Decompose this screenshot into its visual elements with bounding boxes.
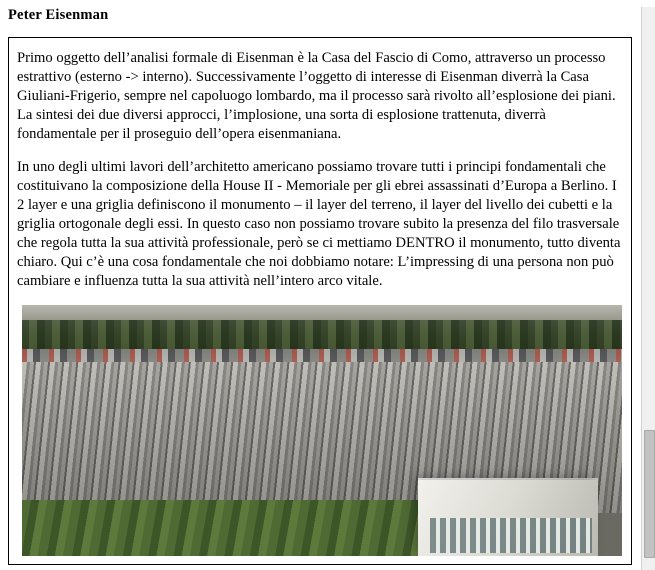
page-title: Peter Eisenman [8,7,109,23]
memorial-photo [22,305,622,556]
body-text [9,38,631,556]
document-page [0,7,655,570]
scrollbar-thumb[interactable] [644,430,655,558]
photo-treeline [22,320,622,353]
photo-illustration [22,305,622,556]
paragraph-1: Primo oggetto dell’analisi formale di Eisenman è la Casa del Fascio di Como, attraverso un processo estrattivo (esterno -> interno). Successivamente l’oggetto di interesse di Eisenman diverrà la Casa Giuliani-Frigerio, sempre nel capoluogo lombardo, ma il processo sarà rivolto all’esplosione dei piani. La sintesi dei due diversi approcci, l’implosione, una sorta di esplosione trattenuta, diverrà fondamentale per il proseguio dell’opera eisenmaniana. [17,50,616,142]
photo-foreground-grass [22,500,430,555]
vertical-scrollbar[interactable] [641,7,655,570]
content-frame [8,37,632,565]
photo-building-glass [430,518,592,553]
paragraph-2: In uno degli ultimi lavori dell’architetto americano possiamo trovare tutti i principi fondamentali che costituivano la composizione della House II - Memoriale per gli ebrei assassinati d’Europa a Berlino. I 2 layer e una griglia definiscono il monumento – il layer del terreno, il layer del livello dei cubetti e la griglia ortogonale degli essi. In questo caso non possiamo trovare subito la presenza del filo trasversale che regola tutta la sua attività professionale, però se ci mettiamo DENTRO il monumento, tutto diventa chiaro. Qui c’è una cosa fondamentale che noi dobbiamo notare: L’impressing di una persona non può cambiare e influenza tutta la sua attività nell’intero arco vitale. [17,158,621,289]
